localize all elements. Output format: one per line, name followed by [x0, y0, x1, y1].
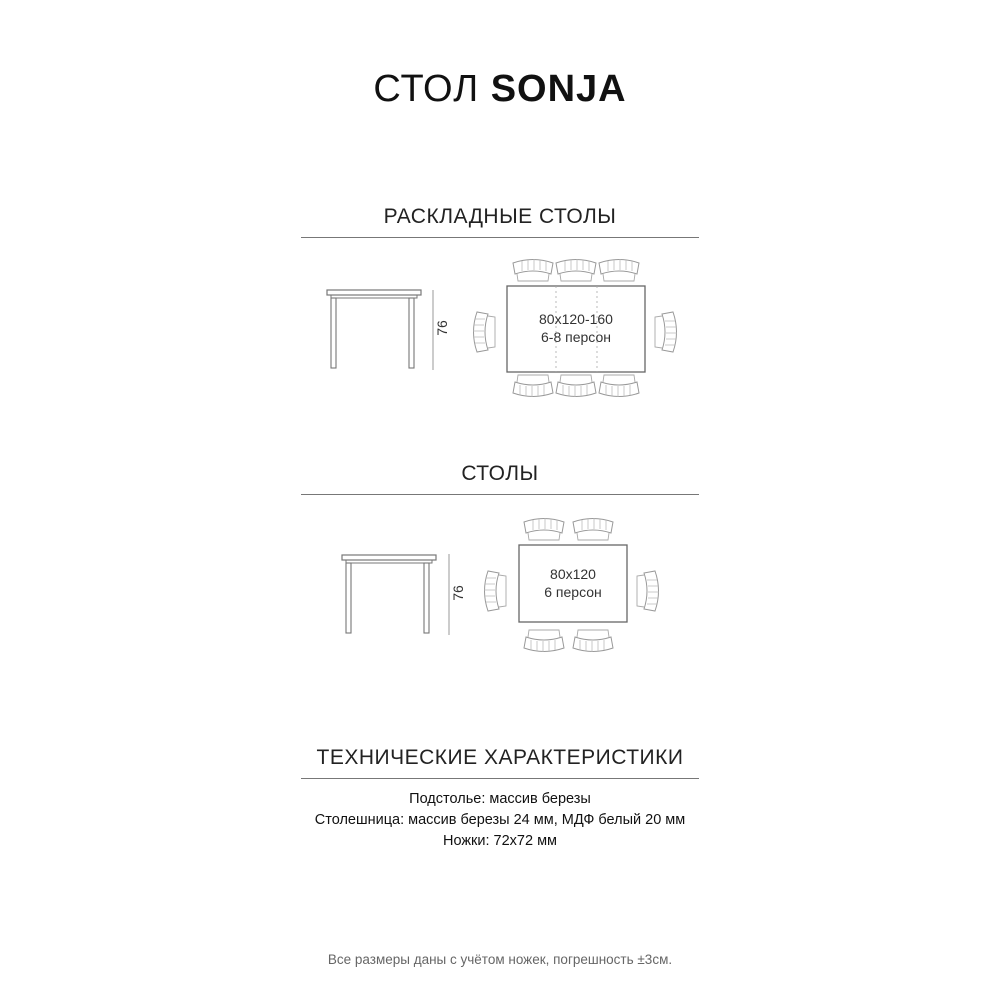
folding-side-leg-left — [331, 298, 336, 368]
folding-size-label: 80x120-160 — [539, 311, 613, 327]
fixed-size-label: 80x120 — [550, 566, 596, 582]
spec-line-top: Столешница: массив березы 24 мм, МДФ белый 20 мм — [314, 812, 686, 828]
title-bold: SONJA — [490, 68, 627, 110]
specs-heading: ТЕХНИЧЕСКИЕ ХАРАКТЕРИСТИКИ — [316, 746, 684, 769]
fixed-chair-top-2 — [573, 518, 613, 540]
fixed-heading: СТОЛЫ — [461, 462, 539, 485]
folding-chair-top-3 — [599, 259, 639, 281]
fixed-chair-bottom-2 — [573, 630, 613, 652]
fixed-top-view — [480, 513, 670, 663]
folding-side-tabletop — [327, 290, 421, 295]
folding-height-label: 76 — [434, 320, 450, 336]
fixed-divider — [301, 494, 699, 495]
folding-side-view — [320, 285, 470, 375]
folding-side-leg-right — [409, 298, 414, 368]
fixed-chair-left — [484, 571, 506, 611]
folding-chair-top-2 — [556, 259, 596, 281]
specs-list — [0, 789, 1000, 852]
fixed-height-label: 76 — [450, 585, 466, 601]
folding-chair-left — [473, 312, 495, 352]
fixed-chair-right — [637, 571, 659, 611]
folding-chair-right — [655, 312, 677, 352]
fixed-side-leg-left — [346, 563, 351, 633]
fixed-chair-bottom-1 — [524, 630, 564, 652]
spec-line-base: Подстолье: массив березы — [409, 791, 591, 807]
folding-chair-bottom-2 — [556, 375, 596, 397]
folding-divider — [301, 237, 699, 238]
fixed-side-view — [335, 550, 475, 640]
title-light: СТОЛ — [373, 68, 480, 110]
fixed-chair-top-1 — [524, 518, 564, 540]
footnote: Все размеры даны с учётом ножек, погрешность ±3см. — [327, 952, 673, 967]
specs-divider — [301, 778, 699, 779]
folding-chair-bottom-1 — [513, 375, 553, 397]
folding-persons-label: 6-8 персон — [541, 329, 611, 345]
folding-chair-top-1 — [513, 259, 553, 281]
fixed-side-apron — [346, 560, 432, 563]
folding-heading: РАСКЛАДНЫЕ СТОЛЫ — [383, 205, 617, 228]
fixed-persons-label: 6 персон — [544, 584, 602, 600]
folding-side-apron — [331, 295, 417, 298]
page-title — [0, 68, 1000, 111]
fixed-side-leg-right — [424, 563, 429, 633]
folding-top-view — [470, 255, 680, 405]
fixed-side-tabletop — [342, 555, 436, 560]
folding-chair-bottom-3 — [599, 375, 639, 397]
spec-line-legs: Ножки: 72х72 мм — [442, 833, 558, 849]
